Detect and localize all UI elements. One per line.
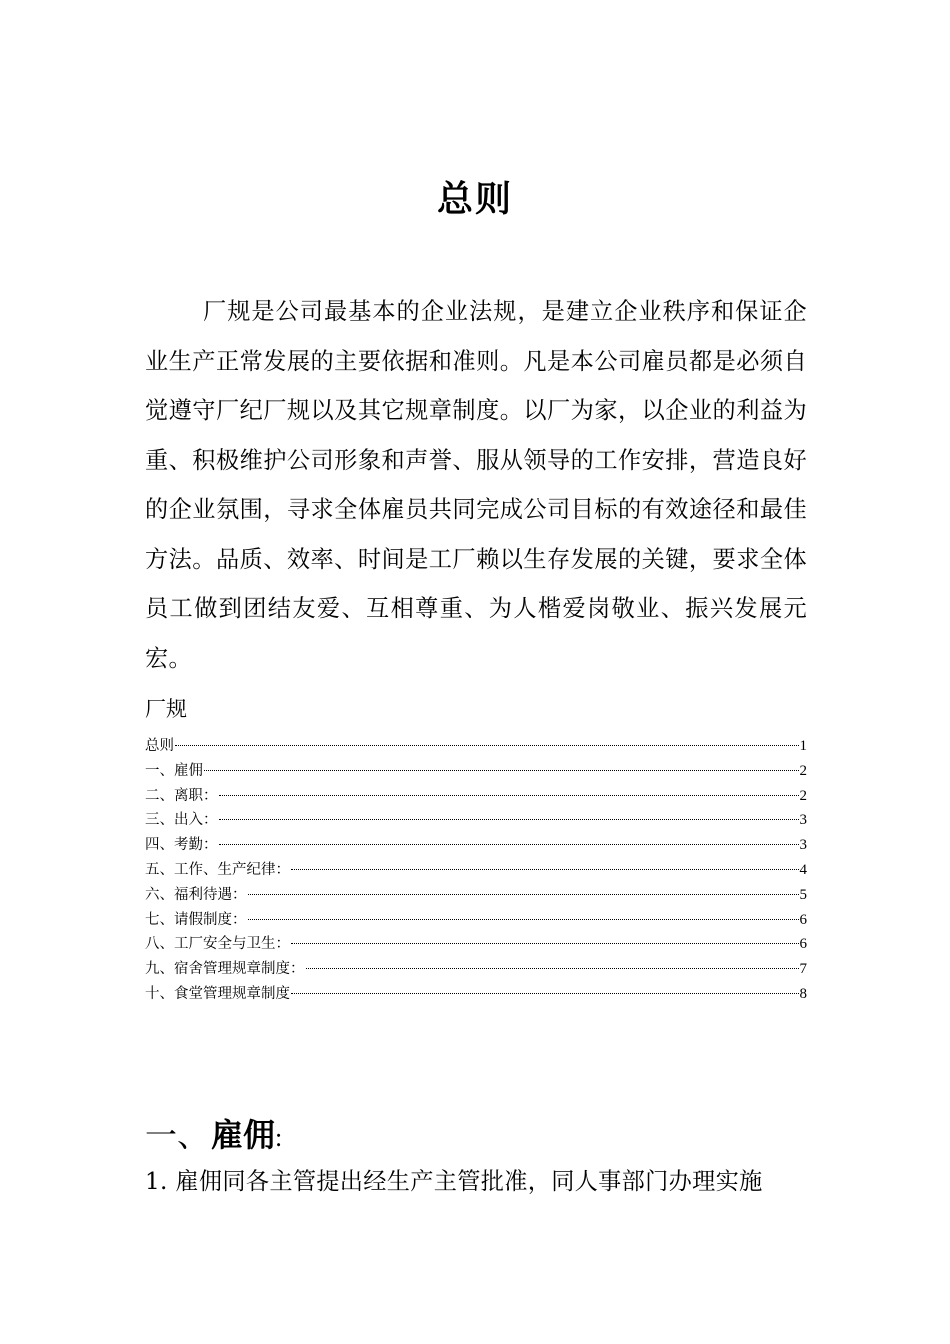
toc-entry[interactable]: [145, 833, 807, 858]
toc-entry-label: 二、离职：: [145, 787, 218, 804]
toc-entry[interactable]: [145, 759, 807, 784]
toc-dot-leader: [219, 819, 799, 820]
section-colon: :: [275, 1123, 283, 1152]
document-title: 总则: [436, 179, 513, 221]
section-title: 雇佣: [211, 1116, 276, 1154]
toc-entry-label: 一、雇佣: [145, 762, 203, 779]
toc-entry-page: 2: [799, 762, 807, 779]
toc-dot-leader: [248, 919, 799, 920]
toc-dot-leader: [291, 993, 799, 994]
toc-entry-page: 7: [799, 961, 807, 978]
toc-dot-leader: [219, 795, 799, 796]
toc-entry-label: 三、出入：: [145, 812, 218, 829]
section-number: 一、: [145, 1116, 210, 1154]
section-heading: [145, 1110, 282, 1163]
toc-entry-page: 5: [799, 886, 807, 903]
toc-entry-label: 六、福利待遇：: [145, 886, 247, 903]
table-of-contents: [145, 734, 807, 1007]
toc-dot-leader: [248, 894, 799, 895]
toc-dot-leader: [291, 943, 799, 944]
toc-entry[interactable]: [145, 957, 807, 982]
toc-entry[interactable]: [145, 858, 807, 883]
intro-paragraph: 厂规是公司最基本的企业法规，是建立企业秩序和保证企业生产正常发展的主要依据和准则。凡是本公司雇员都是必须自觉遵守厂纪厂规以及其它规章制度。以厂为家，以企业的利益为重、积极维护公司形象和声誉、服从领导的工作安排，营造良好的企业氛围，寻求全体雇员共同完成公司目标的有效途径和最佳方法。品质、效率、时间是工厂赖以生存发展的关键，要求全体员工做到团结友爱、互相尊重、为人楷爱岗敬业、振兴发展元宏。: [145, 298, 807, 672]
toc-entry-label: 四、考勤：: [145, 837, 218, 854]
toc-entry-label: 八、工厂安全与卫生：: [145, 936, 290, 953]
clause-1: 1. 雇佣同各主管提出经生产主管批准，同人事部门办理实施: [145, 1168, 763, 1195]
toc-entry-page: 6: [799, 911, 807, 928]
toc-entry[interactable]: [145, 808, 807, 833]
toc-entry-label: 十、食堂管理规章制度: [145, 985, 290, 1002]
toc-entry[interactable]: [145, 734, 807, 759]
toc-entry-label: 九、宿舍管理规章制度：: [145, 961, 305, 978]
toc-entry-page: 3: [799, 812, 807, 829]
toc-dot-leader: [204, 770, 799, 771]
toc-entry[interactable]: [145, 982, 807, 1007]
toc-entry-label: 总则: [145, 738, 174, 754]
toc-entry-page: 1: [799, 738, 807, 754]
toc-dot-leader: [175, 745, 799, 746]
toc-dot-leader: [291, 869, 799, 870]
toc-entry[interactable]: [145, 784, 807, 809]
toc-dot-leader: [306, 968, 799, 969]
toc-entry-page: 6: [799, 936, 807, 953]
toc-entry-page: 3: [799, 837, 807, 854]
toc-entry-page: 2: [799, 787, 807, 804]
toc-entry[interactable]: [145, 883, 807, 908]
toc-entry[interactable]: [145, 908, 807, 933]
toc-entry[interactable]: [145, 932, 807, 957]
toc-heading: 厂规: [145, 697, 187, 721]
toc-entry-page: 4: [799, 861, 807, 878]
toc-dot-leader: [219, 844, 799, 845]
toc-entry-label: 七、请假制度：: [145, 911, 247, 928]
toc-entry-label: 五、工作、生产纪律：: [145, 861, 290, 878]
toc-entry-page: 8: [799, 985, 807, 1002]
